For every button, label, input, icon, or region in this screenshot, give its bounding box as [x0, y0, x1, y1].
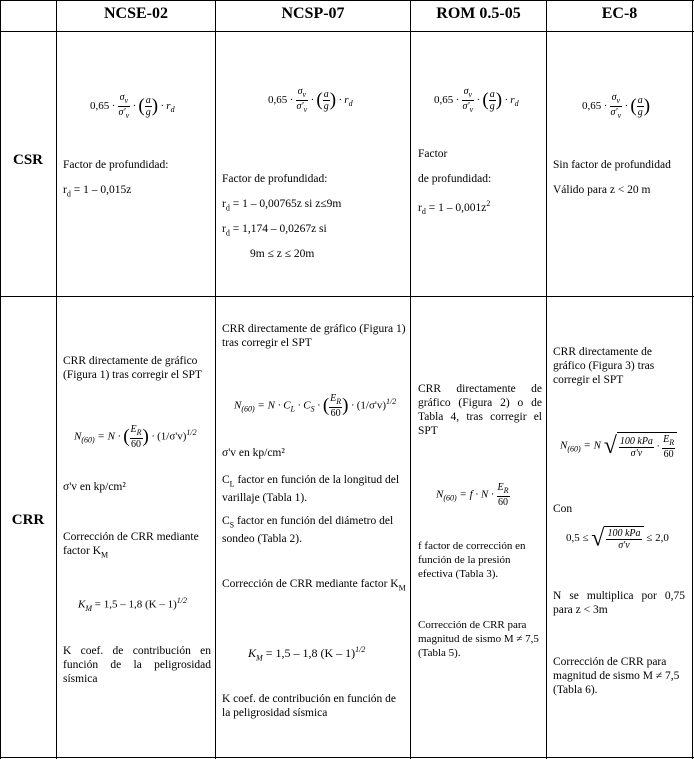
csr-ncse-rd: $r_d = 1 - 0,015z$ [63, 184, 132, 199]
csr-ncsp-rd-eq1: $r_d = 1 - 0,00765z$ si z≤9m [222, 198, 342, 213]
crr-ec8-con: Con [553, 503, 573, 515]
crr-ncsp-cs-desc: $C_S$ factor en función del diámetro del sondeo (Tabla 2). [222, 515, 394, 546]
table-divider [56, 0, 57, 759]
header-rom: ROM 0.5-05 [436, 5, 521, 22]
crr-rom-f-desc: f factor de corrección en función de la presión efectiva (Tabla 3). [418, 540, 526, 580]
header-ec8: EC-8 [601, 5, 638, 22]
crr-rom-intro: CRR directamente de gráfico (Figura 2) o de Tabla 4, tras corregir el SPT [418, 383, 542, 437]
crr-formula-ncse: $N_{(60)} = N$ · ( $\frac{E_R}{60}$ ) · $(1/\sigma'v)^{1/2}$ [74, 424, 197, 450]
csr-formula-ncse: 0,65 · $\frac{\sigma_v}{\sigma'_v}$ · ( $\frac{a}{g}$ ) · $r_d$ [90, 92, 175, 120]
crr-ec8-n-mult: N se multiplica por 0,75 para z < 3m [553, 590, 685, 616]
crr-ncsp-sigma-unit: σ'v en kp/cm² [222, 447, 285, 459]
crr-formula-ncsp: $N_{(60)} = N \cdot C_L \cdot C_S$ · ( $\frac{E_R}{60}$ ) · $(1/\sigma'v)^{1/2}$ [234, 393, 397, 419]
crr-rom-magnitude: Corrección de CRR para magnitud de sismo M ≠ 7,5 (Tabla 5). [418, 619, 539, 659]
table-border-top [0, 0, 694, 1]
csr-formula-rom: 0,65 · $\frac{\sigma_v}{\sigma'_v}$ · ( $\frac{a}{g}$ ) · $r_d$ [434, 86, 519, 114]
csr-formula-ec8: 0,65 · $\frac{\sigma_v}{\sigma'_v}$ · ( $\frac{a}{g}$ ) [582, 92, 651, 120]
csr-ncse-factor-label: Factor de profundidad: [63, 159, 169, 171]
crr-ncse-k-desc: K coef. de contribución en función de la peligrosidad sísmica [63, 645, 211, 685]
csr-ncsp-factor-label: Factor de profundidad: [222, 173, 328, 185]
csr-ncsp-range: 9m ≤ z ≤ 20m [250, 248, 315, 260]
crr-ncsp-intro: CRR directamente de gráfico (Figura 1) tras corregir el SPT [222, 323, 406, 349]
crr-ncse-km-formula: $K_M = 1,5 - 1,8$ (K – 1)$^{1/2}$ [78, 596, 187, 613]
crr-ncsp-correction: Corrección de CRR mediante factor $K_M$ [222, 578, 406, 593]
crr-ncsp-k-desc: K coef. de contribución en función de la peligrosidad sísmica [222, 693, 397, 719]
csr-ec8-valid: Válido para z < 20 m [553, 184, 651, 196]
header-ncse: NCSE-02 [103, 5, 168, 22]
csr-rom-factor-line2: de profundidad: [418, 173, 492, 185]
crr-ncse-intro: CRR directamente de gráfico (Figura 1) tras corregir el SPT [63, 355, 202, 381]
table-divider [0, 296, 694, 297]
row-label-csr: CSR [12, 152, 43, 168]
table-divider [410, 0, 411, 759]
crr-ncsp-km-formula: $K_M = 1,5 - 1,8$ (K – 1)$^{1/2}$ [248, 645, 366, 663]
csr-ncsp-rd-eq2: $r_d = 1,174 - 0,0267z$ si [222, 223, 327, 238]
crr-ncsp-cl-desc: $C_L$ factor en función de la longitud del varillaje (Tabla 1). [222, 474, 400, 505]
crr-ncse-correction: Corrección de CRR mediante factor $K_M$ [63, 531, 199, 560]
crr-ncse-sigma-unit: σ'v en kp/cm² [63, 481, 126, 493]
header-ncsp: NCSP-07 [281, 5, 345, 22]
table-divider [215, 0, 216, 759]
table-border-bottom [0, 757, 694, 758]
table-divider [0, 31, 694, 32]
csr-rom-factor-line1: Factor [418, 148, 448, 160]
table-border-left [0, 0, 1, 759]
row-label-crr: CRR [11, 512, 45, 528]
table-border-right [692, 0, 693, 759]
table-divider [546, 0, 547, 759]
crr-formula-rom: $N_{(60)} = f \cdot N$ · $\frac{E_R}{60}$ [436, 482, 509, 508]
csr-ec8-no-factor: Sin factor de profundidad [553, 159, 671, 171]
csr-rom-rd: $r_d = 1 - 0,001z^2$ [418, 199, 491, 217]
crr-ec8-magnitude: Corrección de CRR para magnitud de sismo M ≠ 7,5 (Tabla 6). [553, 656, 680, 696]
crr-ec8-intro: CRR directamente de gráfico (Figura 3) tras corregir el SPT [553, 346, 655, 386]
csr-formula-ncsp: 0,65 · $\frac{\sigma_v}{\sigma'_v}$ · ( $\frac{a}{g}$ ) · $r_d$ [268, 86, 353, 114]
crr-ec8-range-formula: 0,5 ≤ √ $\frac{\text{100 kPa}}{\sigma'v}$ ≤ 2,0 [566, 525, 669, 552]
crr-formula-ec8: $N_{(60)} = N$ √ $\frac{\text{100 kPa}}{\sigma'v}$ · $\frac{E_R}{60}$ [560, 432, 677, 460]
